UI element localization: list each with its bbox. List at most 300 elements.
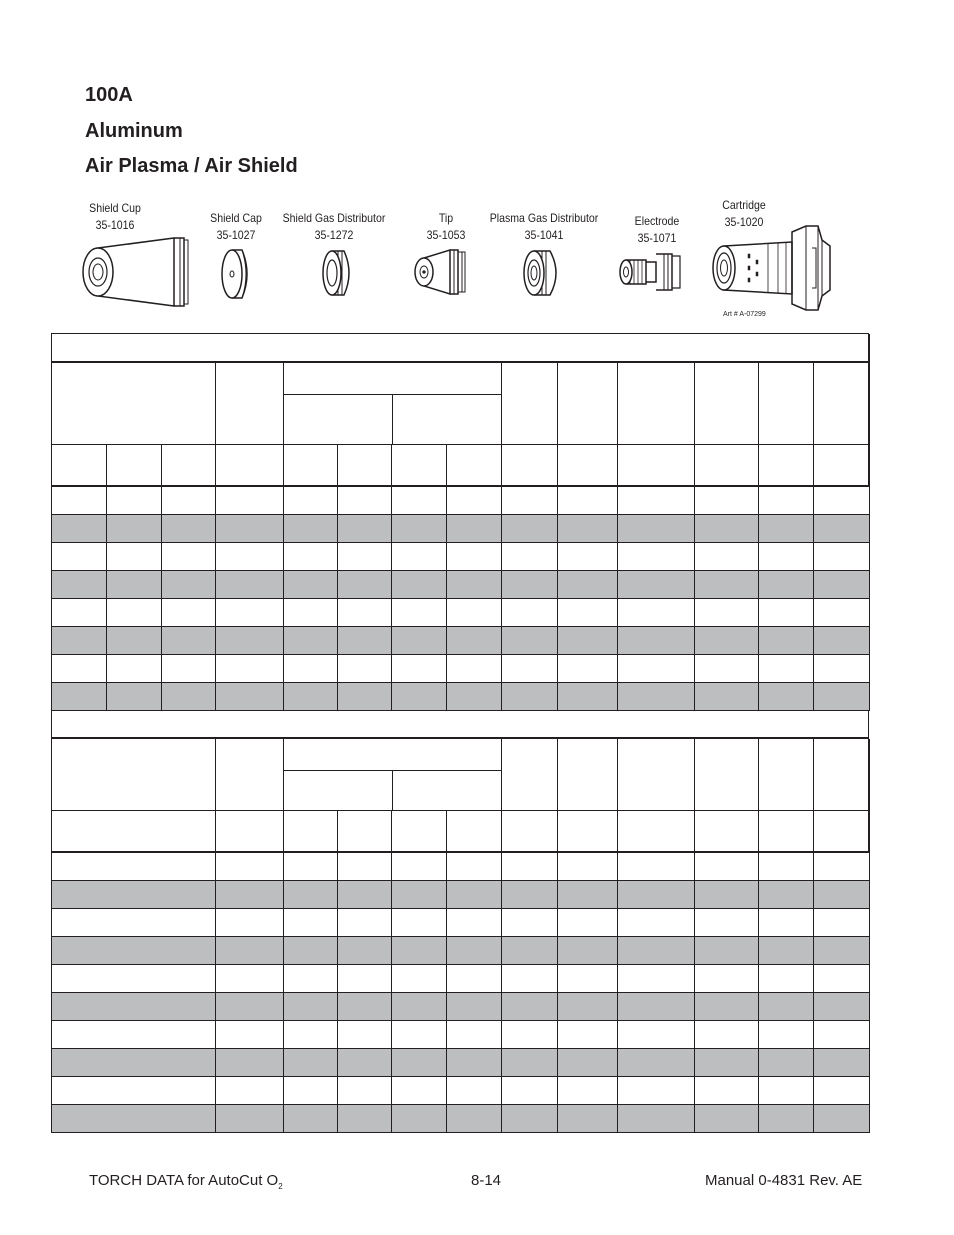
header-cell: [558, 363, 618, 444]
table-cell: [502, 515, 558, 542]
table-cell: [216, 655, 284, 682]
table-cell: [52, 487, 107, 514]
table-cell: [52, 965, 216, 992]
table-cell: [502, 1077, 558, 1104]
units-cell: [618, 445, 695, 485]
table-cell: [558, 1049, 618, 1076]
table-cell: [695, 543, 759, 570]
table-cell: [558, 655, 618, 682]
table-cell: [392, 655, 447, 682]
table-cell: [558, 571, 618, 598]
table-cell: [52, 655, 107, 682]
table-header-row: [52, 739, 870, 811]
table-cell: [52, 599, 107, 626]
table-cell: [392, 881, 447, 908]
table-cell: [814, 993, 870, 1020]
header-cell: [216, 363, 284, 444]
table-cell: [338, 683, 392, 710]
table-cell: [618, 1049, 695, 1076]
table-cell: [814, 599, 870, 626]
header-group-cell: [284, 363, 502, 444]
table-cell: [392, 627, 447, 654]
table-cell: [447, 881, 502, 908]
table-cell: [447, 853, 502, 880]
table-cell: [338, 853, 392, 880]
table-cell: [502, 1105, 558, 1132]
table-cell: [447, 937, 502, 964]
table-cell: [447, 655, 502, 682]
table-cell: [52, 937, 216, 964]
table-cell: [216, 487, 284, 514]
table-cell: [52, 515, 107, 542]
table-cell: [284, 965, 338, 992]
table-cell: [558, 543, 618, 570]
header-cell: [759, 739, 814, 810]
units-cell: [695, 445, 759, 485]
table-cell: [392, 937, 447, 964]
footer-document-title: [89, 1172, 283, 1191]
table-cell: [814, 655, 870, 682]
table-cell: [338, 487, 392, 514]
units-cell: [338, 445, 392, 485]
table-cell: [695, 655, 759, 682]
units-cell: [216, 811, 284, 851]
table-cell: [618, 627, 695, 654]
table-cell: [814, 909, 870, 936]
table-cell: [107, 655, 162, 682]
table-cell: [338, 881, 392, 908]
table-cell: [695, 599, 759, 626]
units-cell: [447, 445, 502, 485]
table-cell: [695, 965, 759, 992]
units-cell: [284, 811, 338, 851]
units-cell: [392, 811, 447, 851]
table-row: [52, 683, 870, 711]
table-cell: [759, 543, 814, 570]
table-cell: [558, 1105, 618, 1132]
table-cell: [216, 599, 284, 626]
table-cell: [338, 909, 392, 936]
table-cell: [759, 1077, 814, 1104]
table-row: [52, 627, 870, 655]
footer-title-subscript: 2: [278, 1182, 283, 1191]
footer-title-text: TORCH DATA for AutoCut O: [89, 1172, 279, 1189]
header-cell: [759, 363, 814, 444]
table-row: [52, 853, 870, 881]
table-row: [52, 1049, 870, 1077]
table-cell: [814, 853, 870, 880]
table-cell: [216, 627, 284, 654]
cut-chart-table-metric: [51, 333, 869, 710]
table-cell: [695, 1105, 759, 1132]
part-label-shield-cap: [196, 210, 275, 244]
table-cell: [52, 1049, 216, 1076]
shield-cap-drawing: [218, 246, 256, 302]
table-cell: [284, 853, 338, 880]
header-cell: [52, 739, 216, 810]
table-row: [52, 1105, 870, 1133]
table-cell: [759, 683, 814, 710]
table-cell: [392, 543, 447, 570]
table-cell: [447, 1021, 502, 1048]
table-cell: [162, 599, 216, 626]
part-number: 35-1027: [216, 228, 256, 242]
table-cell: [52, 571, 107, 598]
table-cell: [814, 937, 870, 964]
units-cell: [447, 811, 502, 851]
table-cell: [695, 683, 759, 710]
table-cell: [759, 965, 814, 992]
table-cell: [338, 571, 392, 598]
table-cell: [814, 515, 870, 542]
table-cell: [618, 683, 695, 710]
table-cell: [695, 853, 759, 880]
table-cell: [338, 1077, 392, 1104]
table-cell: [558, 909, 618, 936]
table-cell: [759, 655, 814, 682]
table-cell: [284, 599, 338, 626]
units-cell: [759, 811, 814, 851]
table-cell: [52, 1021, 216, 1048]
table-cell: [216, 1105, 284, 1132]
table-cell: [284, 1021, 338, 1048]
table-cell: [392, 515, 447, 542]
table-cell: [558, 853, 618, 880]
part-name: Plasma Gas Distributor: [489, 211, 599, 225]
units-cell: [162, 445, 216, 485]
table-cell: [695, 487, 759, 514]
table-cell: [447, 993, 502, 1020]
art-number: Art # A-07299: [723, 311, 766, 318]
table-cell: [338, 1021, 392, 1048]
part-number: 35-1016: [95, 218, 135, 232]
table-cell: [502, 1021, 558, 1048]
table-cell: [284, 627, 338, 654]
table-cell: [216, 853, 284, 880]
header-cell: [502, 363, 558, 444]
heading-material: Aluminum: [85, 120, 183, 142]
table-cell: [618, 571, 695, 598]
table-cell: [814, 1049, 870, 1076]
header-cell: [558, 739, 618, 810]
table-cell: [759, 937, 814, 964]
table-cell: [284, 683, 338, 710]
table-cell: [759, 993, 814, 1020]
table-cell: [695, 1049, 759, 1076]
table-row: [52, 571, 870, 599]
table-cell: [107, 683, 162, 710]
table-cell: [392, 487, 447, 514]
header-group-cell: [284, 739, 502, 810]
table-cell: [162, 655, 216, 682]
heading-gases: Air Plasma / Air Shield: [85, 155, 298, 177]
table-cell: [52, 909, 216, 936]
table-cell: [502, 965, 558, 992]
table-cell: [52, 543, 107, 570]
units-row: [52, 811, 870, 853]
units-cell: [618, 811, 695, 851]
units-cell: [216, 445, 284, 485]
table-row: [52, 937, 870, 965]
table-cell: [618, 993, 695, 1020]
table-cell: [558, 881, 618, 908]
table-cell: [392, 683, 447, 710]
table-title-row: [52, 334, 870, 363]
table-cell: [502, 655, 558, 682]
table-cell: [618, 937, 695, 964]
table-cell: [447, 683, 502, 710]
table-cell: [558, 487, 618, 514]
part-label-shield-cup: [75, 200, 154, 234]
table-cell: [392, 993, 447, 1020]
part-name: Tip: [438, 211, 454, 225]
table-cell: [558, 627, 618, 654]
units-cell: [284, 445, 338, 485]
table-cell: [338, 1049, 392, 1076]
table-cell: [284, 993, 338, 1020]
part-name: Shield Cup: [89, 201, 141, 215]
table-cell: [52, 993, 216, 1020]
table-cell: [284, 1049, 338, 1076]
part-label-tip: [411, 210, 481, 244]
table-cell: [162, 543, 216, 570]
table-cell: [338, 937, 392, 964]
units-cell: [52, 445, 107, 485]
table-cell: [814, 1077, 870, 1104]
header-cell: [52, 363, 216, 444]
table-cell: [338, 515, 392, 542]
table-cell: [695, 1077, 759, 1104]
table-cell: [618, 909, 695, 936]
units-cell: [52, 811, 216, 851]
units-cell: [558, 445, 618, 485]
table-cell: [107, 515, 162, 542]
header-cell: [618, 739, 695, 810]
table-cell: [284, 937, 338, 964]
table-cell: [502, 993, 558, 1020]
table-cell: [695, 515, 759, 542]
table-cell: [759, 853, 814, 880]
table-cell: [759, 909, 814, 936]
table-cell: [759, 1021, 814, 1048]
cut-chart-table-imperial: [51, 739, 869, 1133]
table-cell: [502, 1049, 558, 1076]
table-cell: [338, 655, 392, 682]
table-cell: [216, 909, 284, 936]
table-cell: [447, 1077, 502, 1104]
table-cell: [759, 571, 814, 598]
table-cell: [558, 515, 618, 542]
table-cell: [284, 909, 338, 936]
table-cell: [216, 571, 284, 598]
table-cell: [558, 965, 618, 992]
part-number: 35-1071: [637, 231, 677, 245]
table-cell: [695, 571, 759, 598]
table-cell: [759, 487, 814, 514]
electrode-drawing: [612, 250, 688, 294]
table-cell: [695, 993, 759, 1020]
table-cell: [618, 853, 695, 880]
shield-gas-distributor-drawing: [320, 248, 356, 298]
units-row: [52, 445, 870, 487]
table-cell: [392, 853, 447, 880]
table-cell: [284, 881, 338, 908]
footer-page-number: 8-14: [471, 1172, 502, 1189]
units-cell: [107, 445, 162, 485]
table-cell: [502, 683, 558, 710]
header-cell: [502, 739, 558, 810]
table-cell: [695, 909, 759, 936]
table-cell: [814, 571, 870, 598]
table-cell: [107, 543, 162, 570]
table-cell: [814, 881, 870, 908]
table-cell: [447, 571, 502, 598]
table-cell: [392, 1105, 447, 1132]
header-group-top: [284, 739, 501, 771]
heading-current: 100A: [85, 84, 133, 106]
table-cell: [502, 571, 558, 598]
table-cell: [338, 1105, 392, 1132]
table-cell: [447, 487, 502, 514]
units-cell: [338, 811, 392, 851]
cartridge-drawing: [706, 220, 842, 318]
header-cell: [216, 739, 284, 810]
table-cell: [52, 853, 216, 880]
table-cell: [558, 937, 618, 964]
table-cell: [216, 543, 284, 570]
table-cell: [216, 965, 284, 992]
table-cell: [502, 627, 558, 654]
table-cell: [162, 627, 216, 654]
table-row: [52, 965, 870, 993]
header-subcell: [284, 770, 393, 810]
part-number: 35-1272: [314, 228, 354, 242]
part-number: 35-1053: [426, 228, 466, 242]
part-number: 35-1020: [724, 215, 764, 229]
header-subcell: [284, 394, 393, 444]
part-name: Cartridge: [722, 198, 766, 212]
table-row: [52, 1021, 870, 1049]
header-cell: [618, 363, 695, 444]
table-cell: [284, 515, 338, 542]
units-cell: [558, 811, 618, 851]
table-cell: [216, 937, 284, 964]
table-cell: [52, 881, 216, 908]
table-cell: [618, 487, 695, 514]
table-cell: [447, 599, 502, 626]
table-cell: [392, 599, 447, 626]
table-cell: [814, 487, 870, 514]
table-cell: [759, 1049, 814, 1076]
part-label-plasma-gas-distributor: [482, 210, 605, 244]
table-cell: [618, 599, 695, 626]
table-cell: [216, 993, 284, 1020]
plasma-gas-distributor-drawing: [520, 248, 566, 298]
table-cell: [447, 627, 502, 654]
table-cell: [759, 881, 814, 908]
table-cell: [52, 1105, 216, 1132]
table-cell: [107, 487, 162, 514]
table-cell: [392, 909, 447, 936]
table-cell: [618, 1077, 695, 1104]
table-cell: [695, 1021, 759, 1048]
table-cell: [814, 1021, 870, 1048]
table-cell: [759, 599, 814, 626]
table-cell: [392, 1021, 447, 1048]
part-name: Shield Gas Distributor: [282, 211, 386, 225]
table-cell: [284, 655, 338, 682]
table-cell: [618, 1021, 695, 1048]
table-cell: [216, 1077, 284, 1104]
table-cell: [284, 487, 338, 514]
table-row: [52, 1077, 870, 1105]
table-cell: [618, 515, 695, 542]
footer-manual-number: Manual 0-4831 Rev. AE: [705, 1172, 863, 1189]
units-cell: [392, 445, 447, 485]
table-cell: [814, 1105, 870, 1132]
header-group-top: [284, 363, 501, 395]
table-cell: [814, 965, 870, 992]
table-cell: [216, 1049, 284, 1076]
table-row: [52, 655, 870, 683]
table-cell: [216, 683, 284, 710]
table-cell: [502, 543, 558, 570]
header-cell: [695, 363, 759, 444]
table-cell: [284, 1077, 338, 1104]
section-separator-row: [51, 710, 869, 739]
table-cell: [447, 1049, 502, 1076]
table-cell: [107, 627, 162, 654]
table-cell: [338, 543, 392, 570]
table-cell: [502, 599, 558, 626]
table-cell: [814, 683, 870, 710]
units-cell: [695, 811, 759, 851]
table-cell: [695, 627, 759, 654]
table-cell: [447, 965, 502, 992]
tip-drawing: [410, 246, 470, 298]
table-cell: [447, 543, 502, 570]
table-header-row: [52, 363, 870, 445]
header-cell: [695, 739, 759, 810]
table-cell: [502, 881, 558, 908]
table-cell: [338, 627, 392, 654]
table-cell: [502, 909, 558, 936]
table-cell: [618, 543, 695, 570]
table-cell: [759, 1105, 814, 1132]
shield-cup-drawing: [76, 234, 194, 310]
table-cell: [284, 543, 338, 570]
table-cell: [695, 881, 759, 908]
table-cell: [759, 627, 814, 654]
units-cell: [502, 445, 558, 485]
table-row: [52, 881, 870, 909]
part-name: Electrode: [634, 214, 680, 228]
table-row: [52, 599, 870, 627]
table-cell: [695, 937, 759, 964]
table-cell: [558, 683, 618, 710]
table-cell: [759, 515, 814, 542]
table-cell: [502, 853, 558, 880]
table-cell: [52, 683, 107, 710]
table-cell: [216, 881, 284, 908]
part-number: 35-1041: [524, 228, 564, 242]
table-cell: [814, 543, 870, 570]
table-row: [52, 515, 870, 543]
table-cell: [447, 909, 502, 936]
units-cell: [502, 811, 558, 851]
table-row: [52, 909, 870, 937]
table-cell: [338, 965, 392, 992]
